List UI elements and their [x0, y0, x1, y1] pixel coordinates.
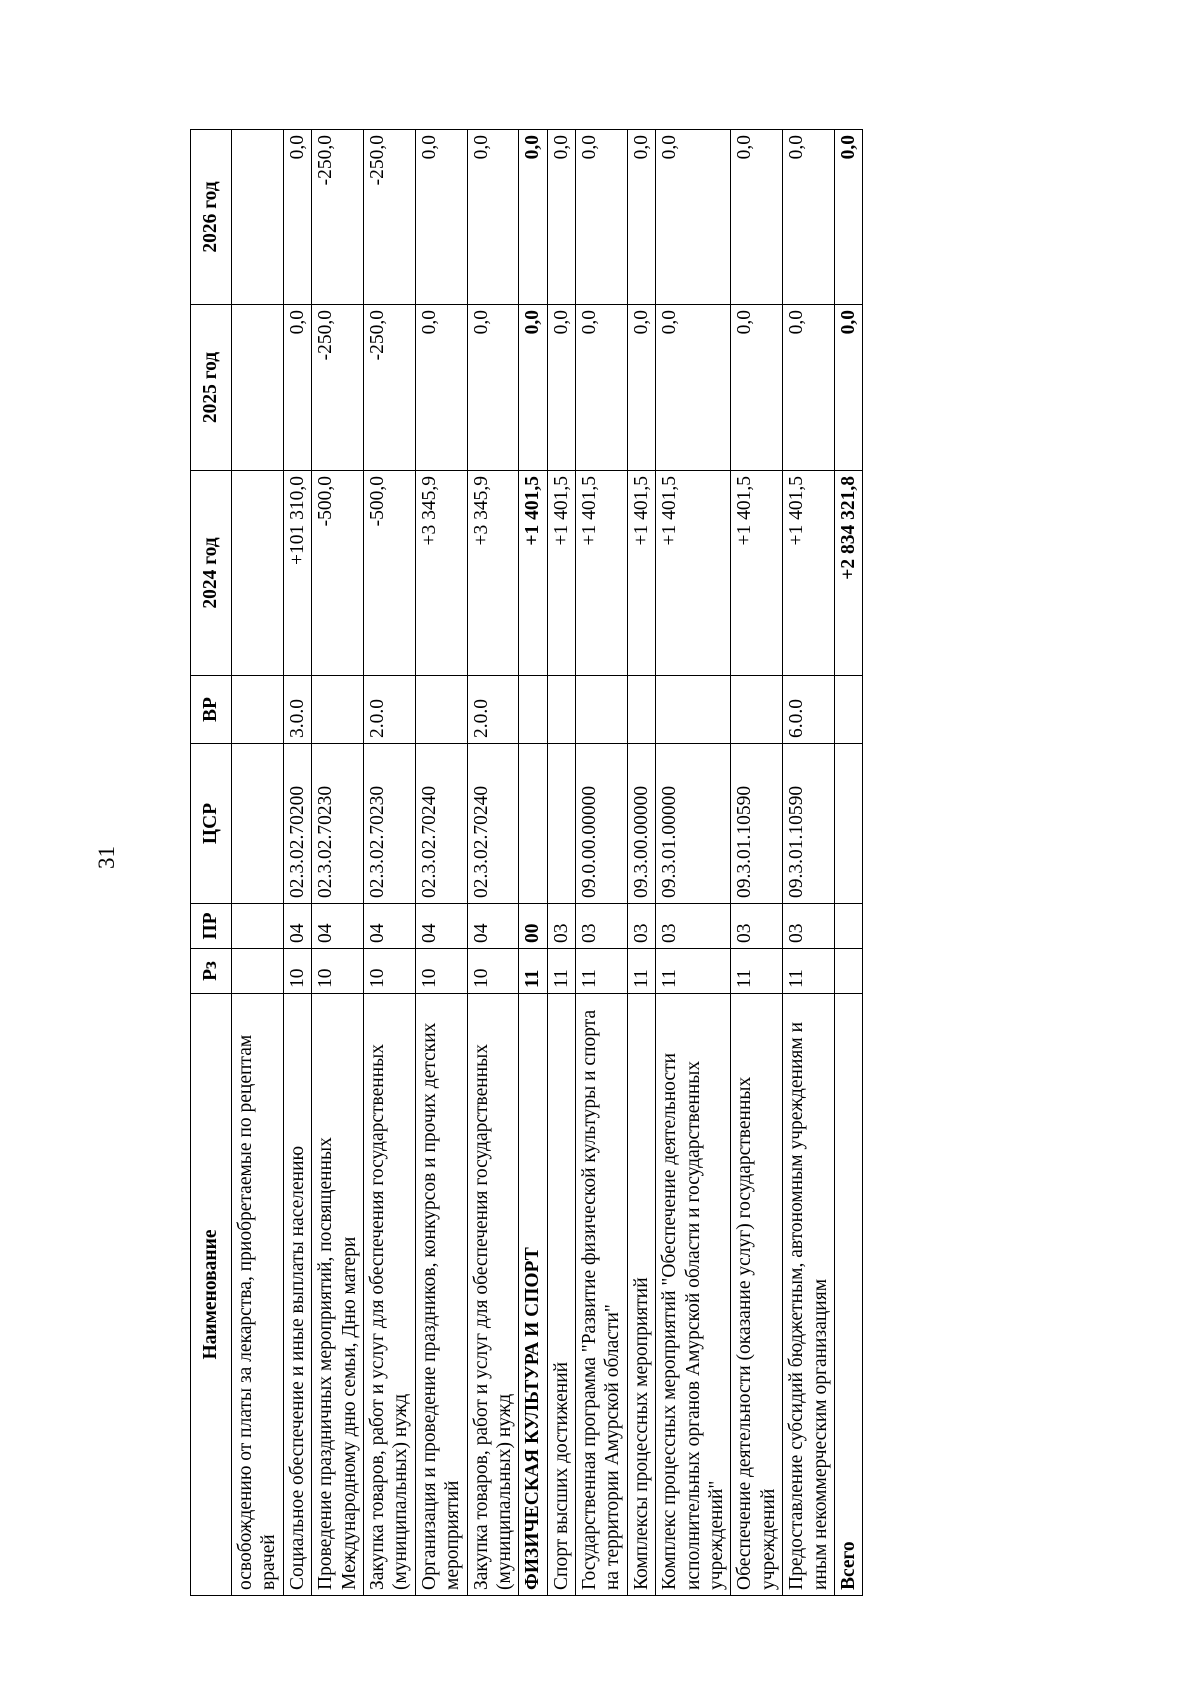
cell-name: освобождению от платы за лекарства, приобретаемые по рецептам врачей — [232, 994, 284, 1596]
table-wrapper — [190, 130, 870, 1596]
cell-name: Закупка товаров, работ и услуг для обеспечения государственных (муниципальных) нужд — [363, 994, 415, 1596]
cell-name: Организация и проведение праздников, конкурсов и прочих детских мероприятий — [415, 994, 467, 1596]
table-row — [731, 130, 783, 1596]
cell-name: ФИЗИЧЕСКАЯ КУЛЬТУРА И СПОРТ — [519, 994, 547, 1596]
header-2026: 2026 год — [191, 130, 232, 305]
header-2024: 2024 год — [191, 471, 232, 676]
cell-2025: 0,0 — [467, 305, 519, 471]
cell-vr — [547, 676, 575, 744]
table-row — [232, 130, 284, 1596]
cell-vr — [232, 676, 284, 744]
cell-pr: 03 — [627, 904, 655, 949]
cell-2026: 0,0 — [415, 130, 467, 305]
cell-2024: +1 401,5 — [519, 471, 547, 676]
page-number: 31 — [94, 846, 119, 869]
cell-pr: 03 — [731, 904, 783, 949]
cell-csr — [519, 744, 547, 904]
cell-csr: 09.0.00.00000 — [576, 744, 628, 904]
cell-name: Предоставление субсидий бюджетным, автономным учреждениям и иным некоммерческим организациям — [783, 994, 835, 1596]
table-row — [519, 130, 547, 1596]
cell-rz — [232, 949, 284, 994]
cell-2026: 0,0 — [783, 130, 835, 305]
cell-vr: 2.0.0 — [467, 676, 519, 744]
cell-pr — [834, 904, 862, 949]
cell-vr: 3.0.0 — [283, 676, 311, 744]
cell-2024: +1 401,5 — [627, 471, 655, 676]
table-row — [467, 130, 519, 1596]
cell-2025 — [232, 305, 284, 471]
cell-rz: 11 — [627, 949, 655, 994]
cell-2025: 0,0 — [415, 305, 467, 471]
cell-pr — [232, 904, 284, 949]
cell-2025: 0,0 — [519, 305, 547, 471]
table-body — [232, 130, 863, 1596]
header-csr: ЦСР — [191, 744, 232, 904]
cell-name: Социальное обеспечение и иные выплаты населению — [283, 994, 311, 1596]
rotated-table-container — [190, 130, 870, 1596]
cell-pr: 04 — [467, 904, 519, 949]
cell-pr: 04 — [312, 904, 364, 949]
budget-table — [190, 129, 863, 1596]
cell-2024: +3 345,9 — [467, 471, 519, 676]
cell-csr: 09.3.01.00000 — [656, 744, 731, 904]
cell-csr: 02.3.02.70230 — [363, 744, 415, 904]
cell-pr: 03 — [547, 904, 575, 949]
cell-rz: 11 — [731, 949, 783, 994]
cell-rz: 11 — [783, 949, 835, 994]
cell-vr — [656, 676, 731, 744]
cell-2025: 0,0 — [834, 305, 862, 471]
cell-csr: 09.3.01.10590 — [783, 744, 835, 904]
cell-2026: 0,0 — [627, 130, 655, 305]
cell-2024: -500,0 — [312, 471, 364, 676]
table-header-row — [191, 130, 232, 1596]
cell-vr — [627, 676, 655, 744]
cell-vr: 2.0.0 — [363, 676, 415, 744]
cell-2026: 0,0 — [547, 130, 575, 305]
cell-csr — [834, 744, 862, 904]
cell-2026: 0,0 — [731, 130, 783, 305]
cell-vr — [415, 676, 467, 744]
cell-csr: 02.3.02.70240 — [467, 744, 519, 904]
cell-2024: +1 401,5 — [783, 471, 835, 676]
cell-csr: 02.3.02.70200 — [283, 744, 311, 904]
cell-2025: 0,0 — [283, 305, 311, 471]
cell-csr — [547, 744, 575, 904]
cell-2025: -250,0 — [312, 305, 364, 471]
header-rz: Рз — [191, 949, 232, 994]
cell-pr: 03 — [656, 904, 731, 949]
header-name: Наименование — [191, 994, 232, 1596]
cell-2026: -250,0 — [363, 130, 415, 305]
cell-rz: 11 — [519, 949, 547, 994]
cell-vr — [834, 676, 862, 744]
cell-csr: 02.3.02.70230 — [312, 744, 364, 904]
cell-2025: 0,0 — [783, 305, 835, 471]
cell-vr: 6.0.0 — [783, 676, 835, 744]
cell-rz: 11 — [656, 949, 731, 994]
cell-2025: 0,0 — [576, 305, 628, 471]
cell-2026: 0,0 — [834, 130, 862, 305]
cell-rz: 10 — [283, 949, 311, 994]
table-row — [415, 130, 467, 1596]
table-row — [656, 130, 731, 1596]
cell-csr: 02.3.02.70240 — [415, 744, 467, 904]
cell-2025: 0,0 — [731, 305, 783, 471]
cell-2024: +2 834 321,8 — [834, 471, 862, 676]
cell-vr — [731, 676, 783, 744]
cell-vr — [519, 676, 547, 744]
cell-2024: +1 401,5 — [576, 471, 628, 676]
cell-2024: -500,0 — [363, 471, 415, 676]
header-vr: ВР — [191, 676, 232, 744]
cell-2026 — [232, 130, 284, 305]
cell-rz: 10 — [415, 949, 467, 994]
cell-name: Комплекс процессных мероприятий "Обеспечение деятельности исполнительных органов Амурской области и государственных учреждений" — [656, 994, 731, 1596]
cell-name: Закупка товаров, работ и услуг для обеспечения государственных (муниципальных) нужд — [467, 994, 519, 1596]
cell-2025: 0,0 — [656, 305, 731, 471]
cell-rz: 10 — [363, 949, 415, 994]
cell-name: Проведение праздничных мероприятий, посвященных Международному дню семьи, Дню матери — [312, 994, 364, 1596]
cell-rz: 10 — [467, 949, 519, 994]
cell-rz: 11 — [576, 949, 628, 994]
table-row — [576, 130, 628, 1596]
cell-csr: 09.3.01.10590 — [731, 744, 783, 904]
cell-2024: +1 401,5 — [547, 471, 575, 676]
cell-2024: +101 310,0 — [283, 471, 311, 676]
cell-2026: 0,0 — [467, 130, 519, 305]
cell-vr — [312, 676, 364, 744]
cell-csr — [232, 744, 284, 904]
table-row — [363, 130, 415, 1596]
header-pr: ПР — [191, 904, 232, 949]
cell-2024: +3 345,9 — [415, 471, 467, 676]
cell-2025: 0,0 — [627, 305, 655, 471]
table-row — [283, 130, 311, 1596]
cell-name: Государственная программа "Развитие физической культуры и спорта на территории Амурской области" — [576, 994, 628, 1596]
cell-pr: 03 — [783, 904, 835, 949]
cell-name: Обеспечение деятельности (оказание услуг) государственных учреждений — [731, 994, 783, 1596]
cell-2026: 0,0 — [519, 130, 547, 305]
cell-vr — [576, 676, 628, 744]
cell-2026: -250,0 — [312, 130, 364, 305]
cell-name: Комплексы процессных мероприятий — [627, 994, 655, 1596]
cell-rz — [834, 949, 862, 994]
table-row — [783, 130, 835, 1596]
cell-2024 — [232, 471, 284, 676]
cell-2026: 0,0 — [656, 130, 731, 305]
cell-name: Спорт высших достижений — [547, 994, 575, 1596]
cell-pr: 04 — [415, 904, 467, 949]
cell-2024: +1 401,5 — [731, 471, 783, 676]
cell-pr: 00 — [519, 904, 547, 949]
cell-2026: 0,0 — [576, 130, 628, 305]
cell-2024: +1 401,5 — [656, 471, 731, 676]
cell-pr: 04 — [283, 904, 311, 949]
table-row — [312, 130, 364, 1596]
table-row — [627, 130, 655, 1596]
cell-name: Всего — [834, 994, 862, 1596]
table-row — [547, 130, 575, 1596]
cell-rz: 10 — [312, 949, 364, 994]
cell-2025: -250,0 — [363, 305, 415, 471]
cell-pr: 04 — [363, 904, 415, 949]
cell-rz: 11 — [547, 949, 575, 994]
cell-2025: 0,0 — [547, 305, 575, 471]
table-row — [834, 130, 862, 1596]
cell-2026: 0,0 — [283, 130, 311, 305]
cell-pr: 03 — [576, 904, 628, 949]
header-2025: 2025 год — [191, 305, 232, 471]
cell-csr: 09.3.00.00000 — [627, 744, 655, 904]
